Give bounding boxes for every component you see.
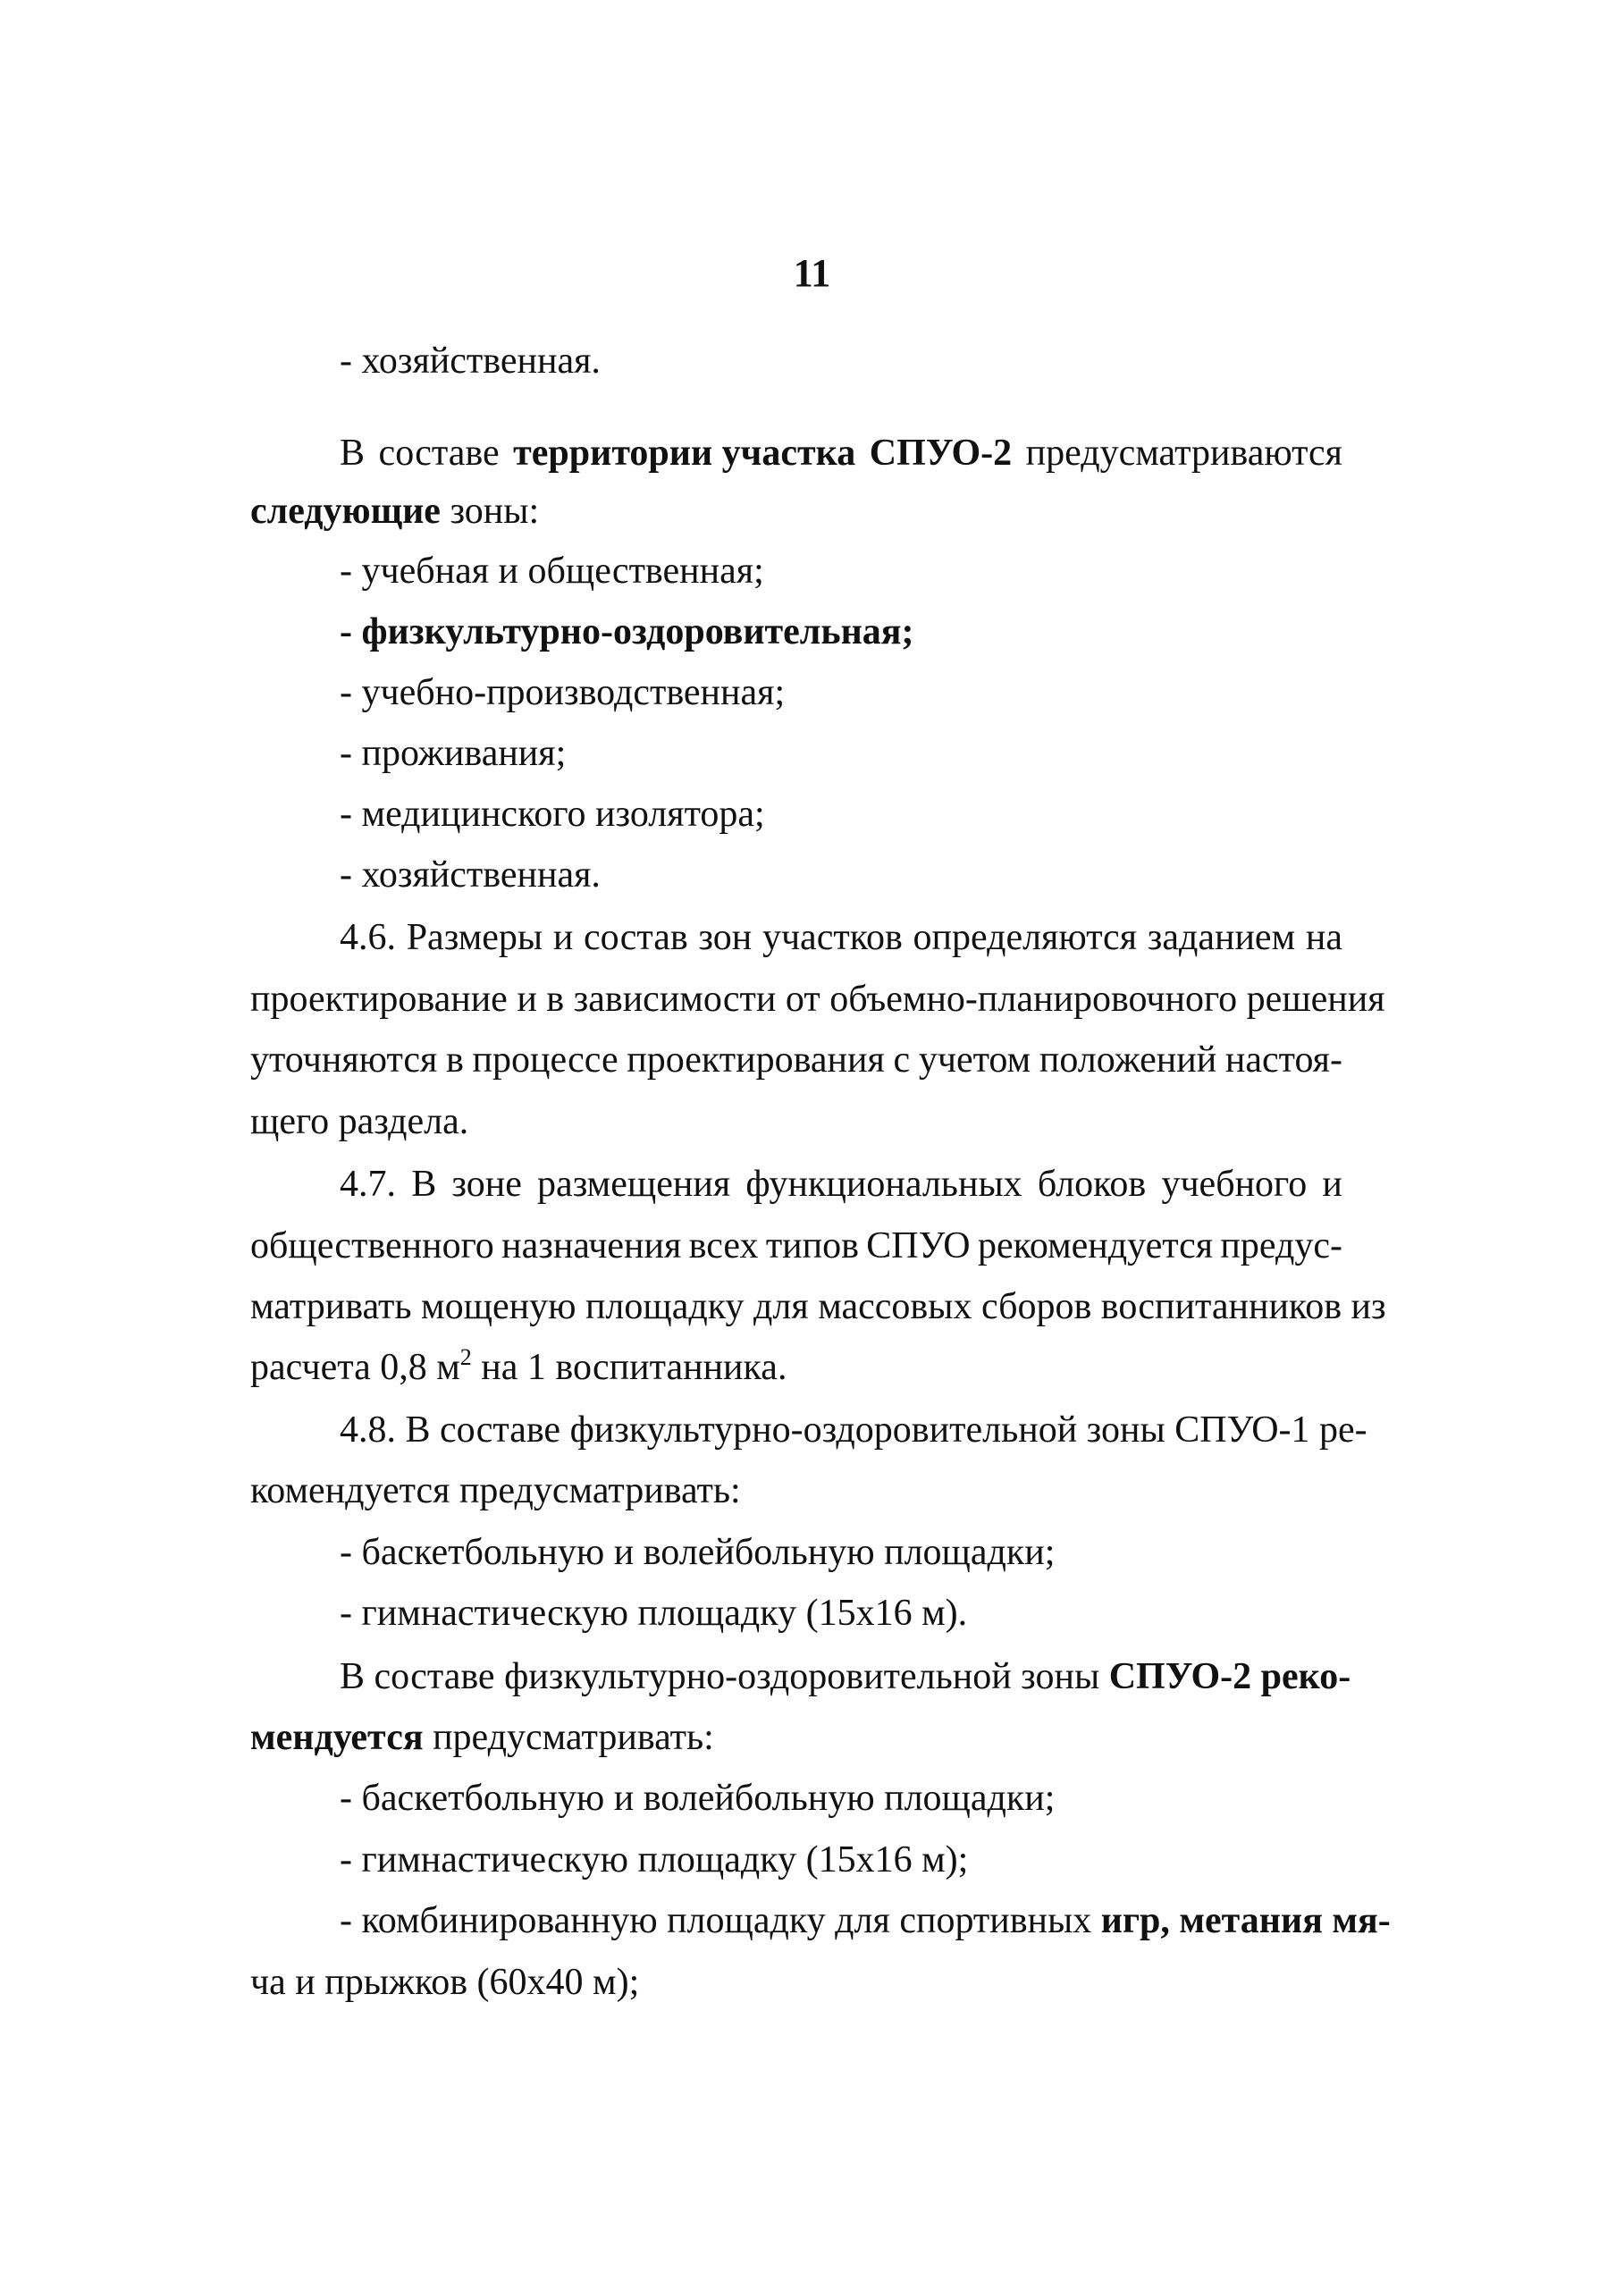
- word: состав: [584, 917, 688, 958]
- word: процессе: [472, 1039, 618, 1081]
- word: на 1 воспитанника.: [471, 1347, 787, 1388]
- list-item: - учебная и общественная;: [340, 551, 764, 592]
- word: предусматривать:: [423, 1717, 714, 1758]
- text-line: [340, 1165, 1342, 1203]
- word: 4.7.: [340, 1164, 396, 1205]
- text-line: [250, 492, 539, 530]
- word: участков: [762, 917, 903, 958]
- text-line: проектирование и в зависимости от объемно-планировочного решения: [250, 979, 1385, 1020]
- word: общественного: [250, 1225, 494, 1266]
- word: следующие: [250, 491, 441, 532]
- word: уточняются: [250, 1039, 438, 1081]
- word: настоя-: [1224, 1039, 1342, 1081]
- text-line: матривать мощеную площадку для массовых сборов воспитанников из: [250, 1286, 1386, 1327]
- text-line: [250, 1344, 787, 1388]
- word: составе: [378, 433, 500, 474]
- word: с: [893, 1039, 911, 1081]
- word: игр, метания мя-: [1100, 1900, 1391, 1941]
- word: заданием: [1147, 917, 1296, 958]
- word: всех: [688, 1225, 759, 1266]
- list-item: - баскетбольную и волейбольную площадки;: [340, 1532, 1056, 1573]
- word: в: [445, 1039, 464, 1081]
- word: В: [411, 1164, 437, 1205]
- list-item: - физкультурно-оздоровительная;: [340, 611, 914, 652]
- word: расчета 0,8 м: [250, 1347, 460, 1388]
- word: мендуется: [250, 1717, 424, 1758]
- word: типов: [765, 1225, 859, 1266]
- list-item: - гимнастическую площадку (15х16 м);: [340, 1839, 969, 1880]
- word: Размеры: [406, 917, 543, 958]
- word: положений: [1039, 1039, 1217, 1081]
- text-line: [340, 1658, 1351, 1695]
- list-item: - хозяйственная.: [340, 854, 601, 896]
- word: блоков: [1037, 1164, 1147, 1205]
- text-line: ча и прыжков (60х40 м);: [250, 1962, 640, 2003]
- word: на: [1305, 917, 1342, 958]
- word: В составе физкультурно-оздоровительной зоны: [340, 1656, 1100, 1697]
- word: размещения: [537, 1164, 731, 1205]
- text-line: [250, 1041, 1342, 1079]
- list-item: - учебно-производственная;: [340, 672, 786, 713]
- word: учебного: [1161, 1164, 1308, 1205]
- text-line: - хозяйственная.: [340, 341, 601, 382]
- text-line: 4.8. В составе физкультурно-оздоровительной зоны СПУО-1 ре-: [340, 1409, 1367, 1451]
- word: - комбинированную площадку для спортивных: [340, 1900, 1092, 1941]
- word: СПУО: [866, 1225, 971, 1266]
- word: определяются: [913, 917, 1138, 958]
- word: предусматриваются: [1025, 433, 1342, 474]
- word: и: [1322, 1164, 1342, 1205]
- text-line: [250, 1719, 714, 1756]
- text-line: [340, 919, 1342, 956]
- word: В: [340, 433, 366, 474]
- word: СПУО-2 реко-: [1108, 1656, 1351, 1697]
- word: зон: [698, 917, 753, 958]
- list-item: - проживания;: [340, 733, 567, 774]
- list-item: - баскетбольную и волейбольную площадки;: [340, 1778, 1056, 1819]
- word: учетом: [918, 1039, 1031, 1081]
- text-line: комендуется предусматривать:: [250, 1470, 741, 1511]
- word: зоне: [451, 1164, 522, 1205]
- superscript: 2: [459, 1344, 472, 1370]
- word: предус-: [1220, 1225, 1342, 1266]
- word: территории участка: [513, 433, 856, 474]
- list-item: [340, 1902, 1391, 1939]
- word: рекомендуется: [977, 1225, 1214, 1266]
- word: и: [552, 917, 574, 958]
- word: СПУО-2: [869, 433, 1013, 474]
- word: функциональных: [745, 1164, 1022, 1205]
- word: назначения: [501, 1225, 682, 1266]
- text-line: [340, 434, 1342, 472]
- text-line: [250, 1227, 1342, 1265]
- word: проектирования: [627, 1039, 885, 1081]
- word: зоны:: [440, 491, 540, 532]
- list-item: - гимнастическую площадку (15х16 м).: [340, 1593, 968, 1634]
- text-line: щего раздела.: [250, 1101, 469, 1142]
- list-item: - медицинского изолятора;: [340, 794, 765, 835]
- word: 4.6.: [340, 917, 396, 958]
- page-number: 11: [793, 251, 831, 295]
